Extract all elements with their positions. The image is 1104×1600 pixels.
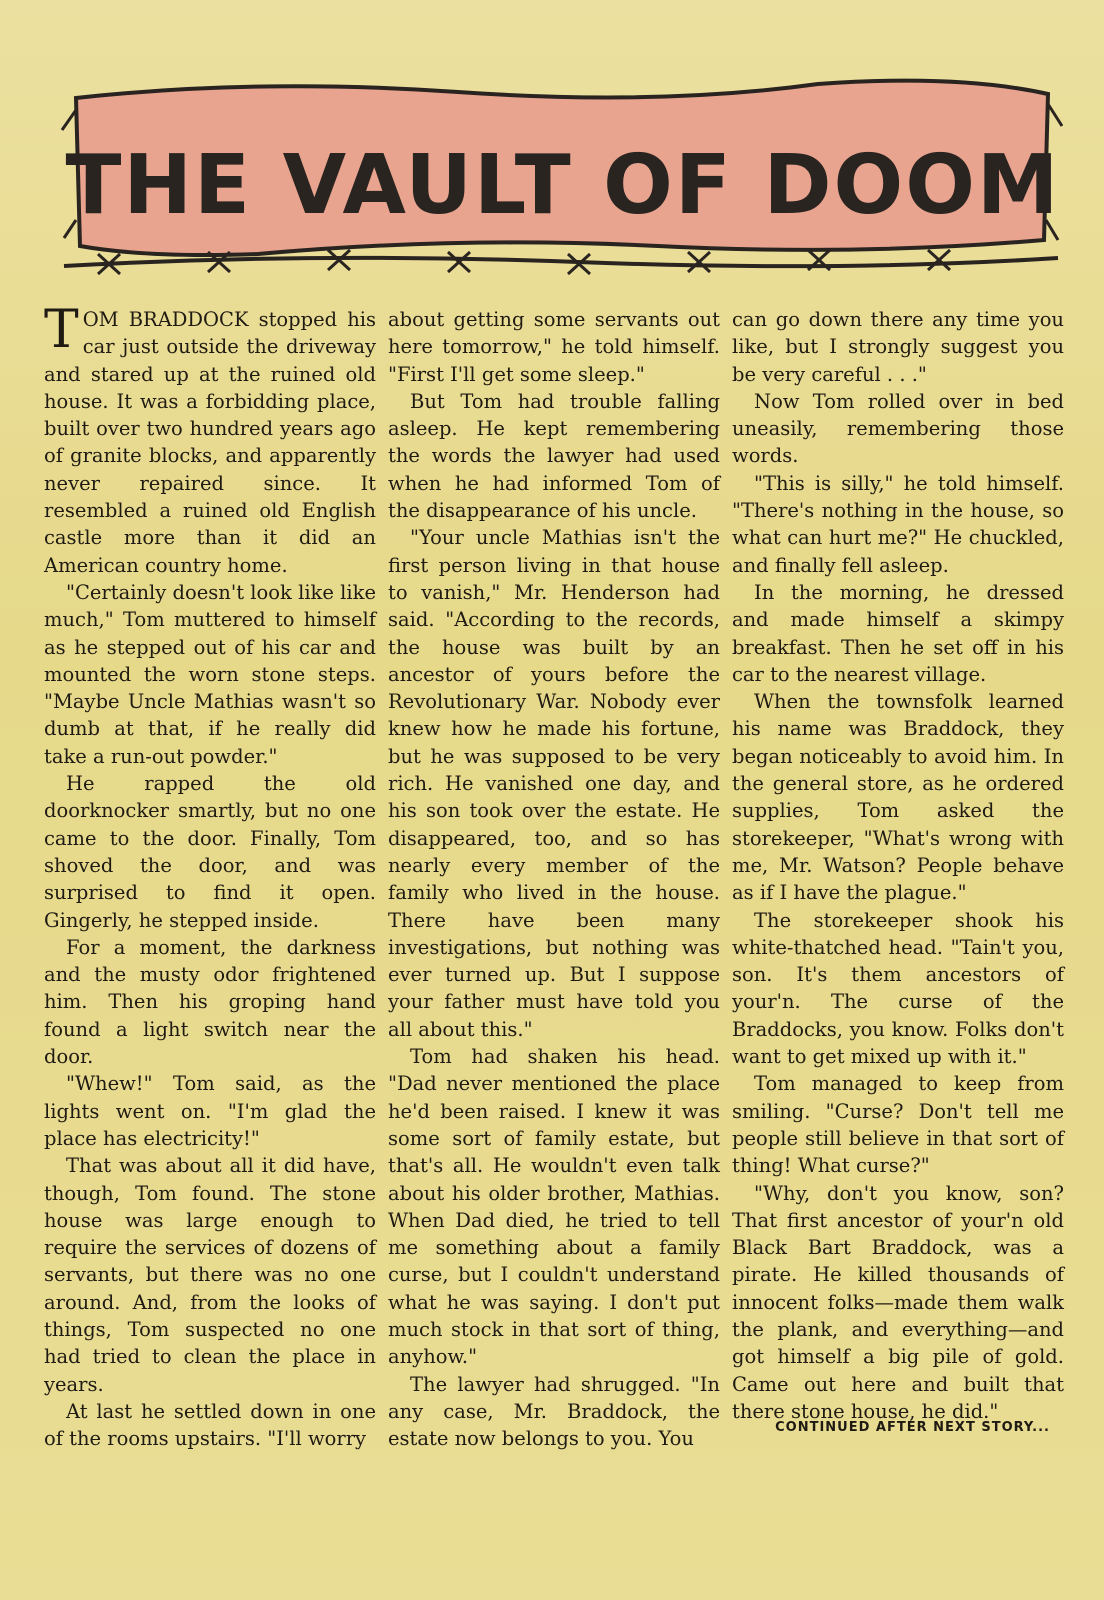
paragraph: about getting some servants out here tomorrow," he told himself. "First I'll get some sleep." <box>388 308 720 386</box>
barbed-wire <box>64 258 1058 266</box>
paragraph: Now Tom rolled over in bed uneasily, remembering those words. <box>732 389 1064 468</box>
column-2 <box>388 306 720 1456</box>
continued-note: CONTINUED AFTER NEXT STORY... <box>775 1420 1050 1435</box>
paragraph: At last he settled down in one of the rooms upstairs. "I'll worry <box>44 1399 376 1451</box>
story-columns <box>44 300 1074 1456</box>
paragraph: "Certainly doesn't look like like much," Tom muttered to himself as he stepped out of his car and mounted the worn stone steps. "Maybe Uncle Mathias wasn't so dumb at that, if he really did take a run-out powder." <box>44 580 376 768</box>
paragraph: Tom had shaken his head. "Dad never mentioned the place he'd been raised. I knew it was some sort of family estate, but that's all. He wouldn't even talk about his older brother, Mathias. When Dad died, he tried to tell me something about a family curse, but I couldn't understand what he was saying. I don't put much stock in that sort of thing, anyhow." <box>388 1045 720 1369</box>
paragraph: TOM BRADDOCK stopped his car just outside the driveway and stared up at the ruined old house. It was a forbidding place, built over two hundred years ago of granite blocks, and apparently never repaired since. It resembled a ruined old English castle more than it did an American country home. <box>44 300 376 577</box>
paragraph: Tom managed to keep from smiling. "Curse? Don't tell me people still believe in that sort of thing! What curse?" <box>732 1072 1064 1178</box>
paragraph: That was about all it did have, though, Tom found. The stone house was large enough to require the services of dozens of servants, but there was no one around. And, from the looks of things, Tom suspected no one had tried to clean the place in years. <box>44 1154 376 1396</box>
column-1 <box>44 300 376 1456</box>
column-3 <box>732 306 1064 1456</box>
paragraph: For a moment, the darkness and the musty odor frightened him. Then his groping hand found a light switch near the door. <box>44 935 376 1069</box>
paragraph: But Tom had trouble falling asleep. He kept remembering the words the lawyer had used when he had informed Tom of the disappearance of his uncle. <box>388 389 720 523</box>
story-title: THE VAULT OF DOOM <box>65 138 1061 233</box>
title-banner <box>58 70 1068 290</box>
paragraph: "This is silly," he told himself. "There's nothing in the house, so what can hurt me?" He chuckled, and finally fell asleep. <box>732 471 1064 577</box>
paragraph: "Why, don't you know, son? That first ancestor of your'n old Black Bart Braddock, was a pirate. He killed thousands of innocent folks—made them walk the plank, and everything—and got himself a big pile of gold. Came out here and built that there stone house, he did." <box>732 1181 1064 1423</box>
drop-cap: T <box>44 300 79 360</box>
paragraph: He rapped the old doorknocker smartly, but no one came to the door. Finally, Tom shoved the door, and was surprised to find it open. Gingerly, he stepped inside. <box>44 772 376 932</box>
paragraph: "Your uncle Mathias isn't the first person living in that house to vanish," Mr. Henderson had said. "According to the records, the house was built by an ancestor of yours before the Revolutionary War. Nobody ever knew how he made his fortune, but he was supposed to be very rich. He vanished one day, and his son took over the estate. He disappeared, too, and so has nearly every member of the family who lived in the house. There have been many investigations, but nothing was ever turned up. But I suppose your father must have told you all about this." <box>388 526 720 1041</box>
paragraph: When the townsfolk learned his name was Braddock, they began noticeably to avoid him. In the general store, as he ordered supplies, Tom asked the storekeeper, "What's wrong with me, Mr. Watson? People behave as if I have the plague." <box>732 690 1064 905</box>
paragraph: The storekeeper shook his white-thatched head. "Tain't you, son. It's them ancestors of your'n. The curse of the Braddocks, you know. Folks don't want to get mixed up with it." <box>732 908 1064 1069</box>
paragraph: The lawyer had shrugged. "In any case, Mr. Braddock, the estate now belongs to you. You <box>388 1372 720 1451</box>
paragraph: "Whew!" Tom said, as the lights went on. "I'm glad the place has electricity!" <box>44 1072 376 1150</box>
paragraph: can go down there any time you like, but I strongly suggest you be very careful . . ." <box>732 308 1064 386</box>
paragraph: In the morning, he dressed and made himself a skimpy breakfast. Then he set off in his car to the nearest village. <box>732 580 1064 686</box>
